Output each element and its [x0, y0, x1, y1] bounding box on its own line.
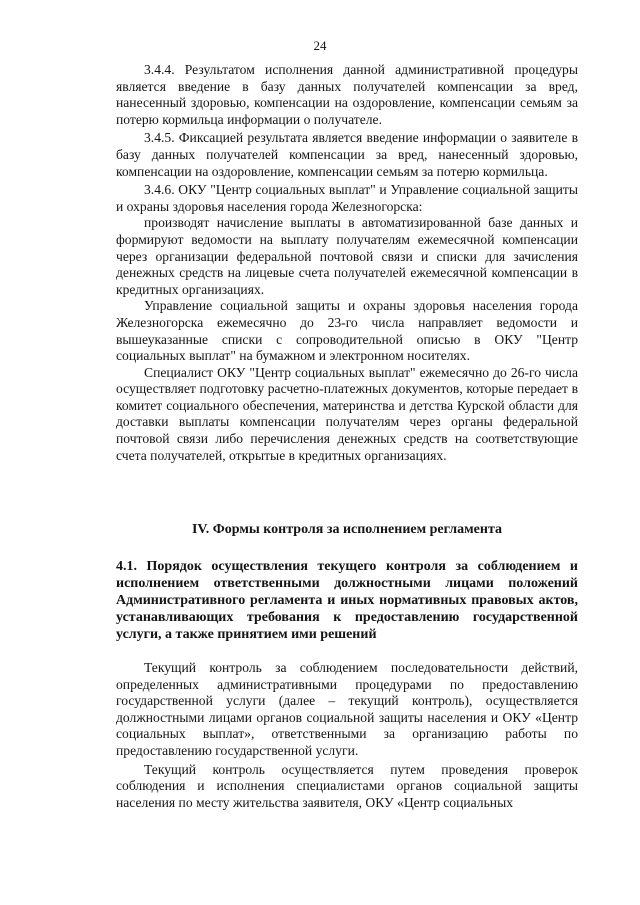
- paragraph-specialist: Специалист ОКУ "Центр социальных выплат" ежемесячно до 26-го числа осуществляет подготовку расчетно-платежных документов, которые передает в комитет социального обеспечения, материнства и детства Курской области для доставки выплаты компенсации получателям через органы федеральной почтовой связи либо перечисления денежных средств на соответствующие счета получателей, открытые в кредитных организациях.: [116, 364, 578, 463]
- paragraph-department: Управление социальной защиты и охраны здоровья населения города Железногорска ежемесячно до 23-го числа направляет ведомости и вышеуказанные списки с сопроводительной описью в ОКУ "Центр социальных выплат" на бумажном и электронном носителях.: [116, 298, 578, 364]
- main-text-block: [116, 62, 578, 464]
- subsection-block: [116, 558, 578, 643]
- paragraph-3-4-4: 3.4.4. Результатом исполнения данной административной процедуры является введение в базу данных получателей компенсации за вред, нанесенный здоровью, компенсации на оздоровление, компенсации семьям за потерю кормильца информации о получателе.: [116, 62, 578, 127]
- page-number: 24: [313, 38, 327, 53]
- paragraph-accrual: производят начисление выплаты в автоматизированной базе данных и формируют ведомости на выплату получателям ежемесячной компенсации через организации федеральной почтовой связи и списки для зачисления денежных средств на лицевые счета получателей ежемесячной компенсации в кредитных организациях.: [116, 215, 578, 297]
- control-text-block: [116, 660, 578, 811]
- subsection-heading: 4.1. Порядок осуществления текущего контроля за соблюдением и исполнением ответственными должностными лицами положений Административного регламента и иных нормативных правовых актов, устанавливающих требования к предоставлению государственной услуги, а также принятием ими решений: [116, 559, 578, 642]
- paragraph-3-4-5: 3.4.5. Фиксацией результата является введение информации о заявителе в базу данных получателей компенсации за вред, нанесенный здоровью, компенсации на оздоровление, компенсации семьям за потерю кормильца.: [116, 130, 578, 179]
- section-heading: IV. Формы контроля за исполнением регламента: [191, 522, 503, 537]
- paragraph-control-method: Текущий контроль осуществляется путем проведения проверок соблюдения и исполнения специалистами органов социальной защиты населения по месту жительства заявителя, ОКУ «Центр социальных: [116, 761, 578, 810]
- paragraph-current-control: Текущий контроль за соблюдением последовательности действий, определенных административными процедурами по предоставлению государственной услуги (далее – текущий контроль), осуществляется должностными лицами органов социальной защиты населения и ОКУ «Центр социальных выплат», ответственными за организацию работы по предоставлению государственной услуги.: [116, 660, 578, 758]
- paragraph-3-4-6: 3.4.6. ОКУ "Центр социальных выплат" и Управление социальной защиты и охраны здоровья населения города Железногорска:: [116, 182, 578, 214]
